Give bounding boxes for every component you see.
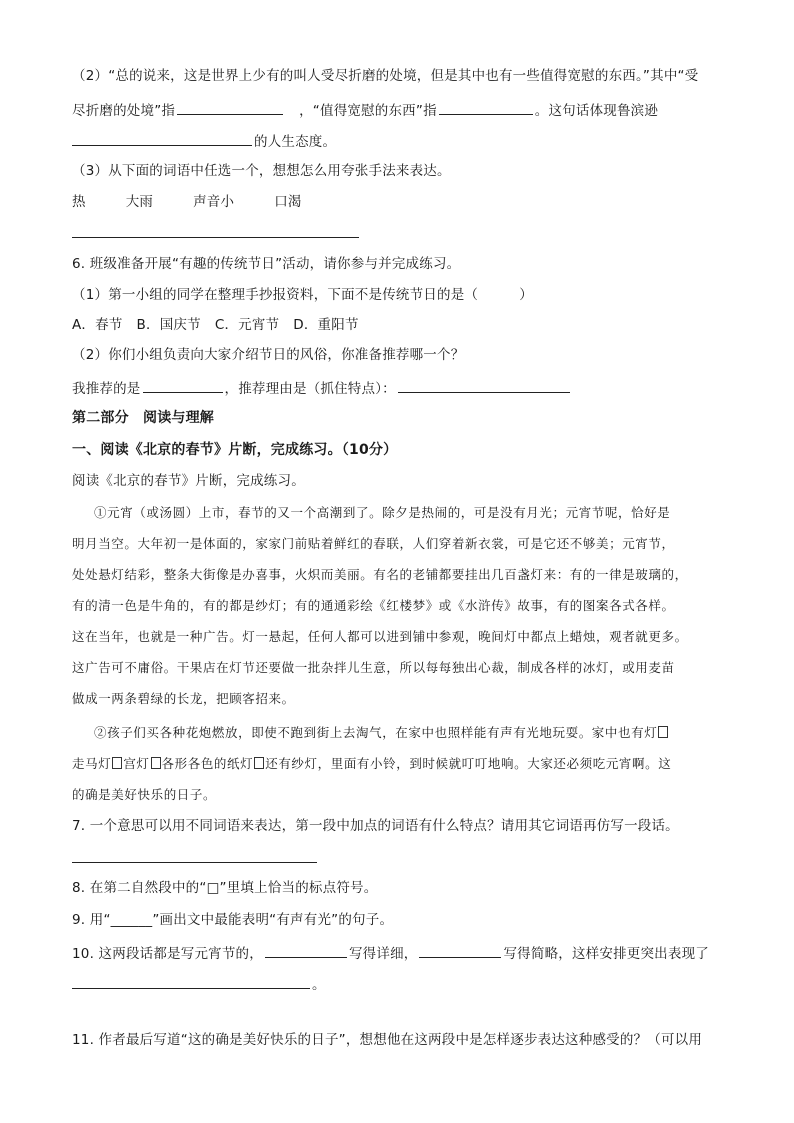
option-a[interactable]: A．春节 xyxy=(72,317,123,333)
recommend-label: 我推荐的是 xyxy=(72,381,141,397)
passage-p2-text: ②孩子们买各种花炮燃放，即使不跑到街上去淘气，在家中也照样能有声有光地玩耍。家中也有灯 xyxy=(94,725,658,740)
passage-p2-line2 xyxy=(72,754,671,774)
q6-recommend-line xyxy=(72,377,572,399)
answer-blank-festival[interactable] xyxy=(143,377,223,393)
lamp-1: 走马灯 xyxy=(72,756,112,771)
q10-text-c: 写得简略，这样安排更突出表现了 xyxy=(503,946,709,962)
passage-p2-line1 xyxy=(94,723,669,743)
answer-line-q5-part3[interactable] xyxy=(72,237,359,238)
passage-p1-line7: 做成一两条碧绿的长龙，把顾客招来。 xyxy=(72,691,295,706)
question-7: 7. 一个意思可以用不同词语来表达，第一段中加点的词语有什么特点？请用其它词语再仿写一段话。 xyxy=(72,818,679,834)
q5-part2-line2 xyxy=(72,99,658,121)
word-option-1: 热 xyxy=(72,194,86,210)
punctuation-box-2[interactable] xyxy=(112,757,122,769)
q6-part1: （1）第一小组的同学在整理手抄报资料，下面不是传统节日的是（ ） xyxy=(72,287,533,303)
reason-label: ，推荐理由是（抓住特点）： xyxy=(224,381,396,397)
q10-text-b: 写得详细， xyxy=(348,946,418,962)
word-option-3: 声音小 xyxy=(193,194,235,210)
punctuation-box-3[interactable] xyxy=(151,757,161,769)
punctuation-box-1[interactable] xyxy=(658,726,668,738)
q5-part2-text-a: 尽折磨的处境”指 xyxy=(72,103,176,119)
question-9: 9. 用“______”画出文中最能表明“有声有光”的句子。 xyxy=(72,912,394,928)
question-10-line1 xyxy=(72,942,709,964)
q6-part2: （2）你们小组负责向大家介绍节日的风俗，你准备推荐哪一个？ xyxy=(72,347,465,363)
answer-blank-reason[interactable] xyxy=(398,377,570,393)
lamp-2: 宫灯 xyxy=(123,756,150,771)
section-title: 第二部分 阅读与理解 xyxy=(72,410,214,426)
q5-part2-line1: （2）“总的说来，这是世界上少有的叫人受尽折磨的处境，但是其中也有一些值得宽慰的东西。”其中“受 xyxy=(72,68,699,84)
passage-p1-line3: 处处悬灯结彩，整条大街像是办喜事，火炽而美丽。有名的老铺都要挂出几百盏灯来：有的一律是玻璃的， xyxy=(72,567,688,582)
answer-blank-brief[interactable] xyxy=(419,942,501,958)
question-8: 8. 在第二自然段中的“□”里填上恰当的标点符号。 xyxy=(72,880,378,896)
punctuation-box-4[interactable] xyxy=(254,757,264,769)
passage-p1-line4: 有的清一色是牛角的，有的都是纱灯；有的通通彩绘《红楼梦》或《水浒传》故事，有的图案各式各样。 xyxy=(72,598,675,613)
option-c[interactable]: C．元宵节 xyxy=(214,317,280,333)
passage-p1-line5: 这在当年，也就是一种广告。灯一悬起，任何人都可以进到铺中参观，晚间灯中都点上蜡烛，观者就更多。 xyxy=(72,629,688,644)
passage-p1-line2: 明月当空。大年初一是体面的，家家门前贴着鲜红的春联，人们穿着新衣裳，可是它还不够美；元宵节， xyxy=(72,536,675,551)
word-option-2: 大雨 xyxy=(125,194,154,210)
answer-blank-comfort[interactable] xyxy=(439,99,533,115)
passage-p2-text-rest: 还有纱灯，里面有小铃，到时候就叮叮地响。大家还必须吃元宵啊。这 xyxy=(265,756,672,771)
word-option-4: 口渴 xyxy=(274,194,302,210)
q10-text-a: 10. 这两段话都是写元宵节的， xyxy=(72,946,263,962)
q10-text-d: 。 xyxy=(312,977,326,993)
question-10-line2 xyxy=(72,973,326,995)
q5-part2-text-d: 的人生态度。 xyxy=(254,134,337,150)
q5-part3-word-list xyxy=(72,192,302,212)
section-subtitle: 一、阅读《北京的春节》片断，完成练习。（10分） xyxy=(72,442,398,458)
passage-p1-line6: 这广告可不庸俗。干果店在灯节还要做一批杂拌儿生意，所以每每独出心裁，制成各样的冰灯，或用麦苗 xyxy=(72,660,675,675)
q5-part2-line3 xyxy=(72,130,336,152)
lamp-3: 各形各色的纸灯 xyxy=(161,756,254,771)
q6-options xyxy=(72,315,359,335)
q5-part3-prompt: （3）从下面的词语中任选一个，想想怎么用夸张手法来表达。 xyxy=(72,163,451,179)
q5-part2-text-c: 。这句话体现鲁滨逊 xyxy=(534,103,659,119)
question-11: 11. 作者最后写道“这的确是美好快乐的日子”，想想他在这两段中是怎样逐步表达这种感受的？（可以用 xyxy=(72,1032,703,1048)
section-intro: 阅读《北京的春节》片断，完成练习。 xyxy=(72,473,305,489)
passage-p2-line3: 的确是美好快乐的日子。 xyxy=(72,787,217,802)
q6-title: 6. 班级准备开展“有趣的传统节日”活动，请你参与并完成练习。 xyxy=(72,256,461,272)
answer-blank-highlight[interactable] xyxy=(72,973,310,989)
q5-part2-text-b: ，“值得宽慰的东西”指 xyxy=(299,103,437,119)
answer-blank-hardship[interactable] xyxy=(177,99,283,115)
answer-line-q7[interactable] xyxy=(72,862,317,863)
option-d[interactable]: D．重阳节 xyxy=(293,317,359,333)
answer-blank-attitude[interactable] xyxy=(72,130,252,146)
option-b[interactable]: B．国庆节 xyxy=(136,317,201,333)
passage-p1-line1: ①元宵（或汤圆）上市，春节的又一个高潮到了。除夕是热闹的，可是没有月光；元宵节呢，恰好是 xyxy=(94,505,671,520)
answer-blank-detailed[interactable] xyxy=(265,942,347,958)
